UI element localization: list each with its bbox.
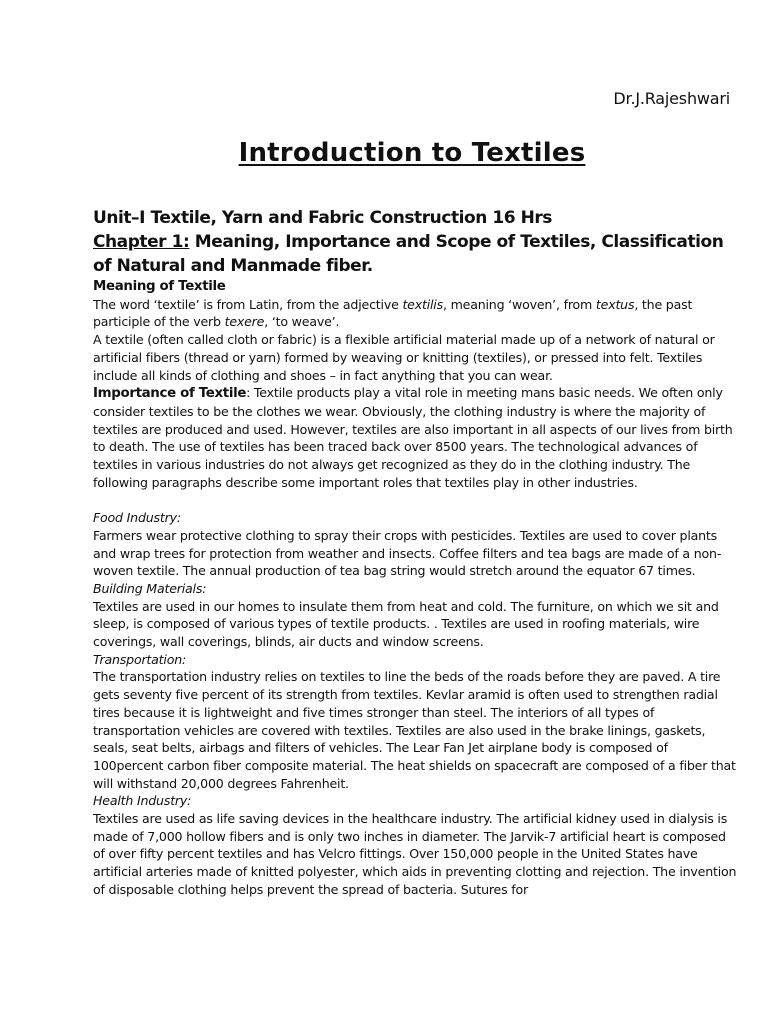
section-text-food: Farmers wear protective clothing to spray their crops with pesticides. Textiles are used to cover plants and wrap trees for protection from weather and insects. Coffee filters and tea bags are made of a non-woven textile. The annual production of tea bag string would stretch around the equator 67 times.	[93, 527, 722, 579]
document-title: Introduction to Textiles	[238, 138, 586, 168]
importance-text: : Textile products play a vital role in meeting mans basic needs. We often only consider textiles to be the clothes we wear. Obviously, the clothing industry is where the majority of textiles are produced and used. However, textiles are also important in all aspects of our lives from birth to death. The use of textiles has been traced back over 8500 years. The technological advances of textiles in various industries do not always get recognized as they do in the clothing industry. The following paragraphs describe some important roles that textiles play in other industries.	[93, 385, 733, 490]
section-heading-building: Building Materials:	[93, 580, 207, 596]
section-text-transportation: The transportation industry relies on textiles to line the beds of the roads before they are paved. A tire gets seventy five percent of its strength from textiles. Kevlar aramid is often used to strengthen radial tires because it is lightweight and five times stronger than steel. The interiors of all types of transportation vehicles are covered with textiles. Textiles are also used in the brake linings, gaskets, seals, seat belts, airbags and filters of vehicles. The Lear Fan Jet airplane body is composed of 100percent carbon fiber composite material. The heat shields on spacecraft are composed of a fiber that will withstand 20,000 degrees Fahrenheit.	[93, 669, 736, 791]
section-heading-food: Food Industry:	[93, 510, 181, 526]
author-name: Dr.J.Rajeshwari	[613, 89, 730, 108]
section-text-building: Textiles are used in our homes to insulate them from heat and cold. The furniture, on which we sit and sleep, is composed of various types of textile products. . Textiles are used in roofing materials, wire coverings, wall coverings, blinds, air ducts and window screens.	[93, 598, 719, 650]
chapter-label: Chapter 1:	[93, 232, 190, 252]
meaning-heading: Meaning of Textile	[93, 279, 226, 294]
importance-heading: Importance of Textile	[93, 386, 247, 402]
document-body	[93, 278, 741, 899]
section-heading-health: Health Industry:	[93, 793, 192, 809]
unit-line: Unit–I Textile, Yarn and Fabric Construction 16 Hrs	[93, 208, 552, 228]
unit-heading	[93, 206, 733, 278]
section-text-health: Textiles are used as life saving devices in the healthcare industry. The artificial kidney used in dialysis is made of 7,000 hollow fibers and is only two inches in diameter. The Jarvik-7 artificial heart is composed of over fifty percent textiles and has Velcro fittings. Over 150,000 people in the United States have artificial arteries made of knitted polyester, which aids in preventing clotting and rejection. The invention of disposable clothing helps prevent the spread of bacteria. Sutures for	[93, 811, 737, 897]
blank-line	[93, 491, 741, 509]
meaning-paragraph-1: The word ‘textile’ is from Latin, from the adjective textilis, meaning ‘woven’, from textus, the past participle of the verb texere, ‘to weave’.	[93, 296, 693, 330]
chapter-heading	[93, 230, 733, 278]
chapter-title: Meaning, Importance and Scope of Textiles, Classification of Natural and Manmade fiber.	[93, 232, 724, 276]
importance-paragraph	[93, 384, 741, 491]
section-heading-transportation: Transportation:	[93, 651, 187, 667]
meaning-paragraph-2: A textile (often called cloth or fabric) is a flexible artificial material made up of a network of natural or artificial fibers (thread or yarn) formed by weaving or knitting (textiles), or pressed into felt. Textiles include all kinds of clothing and shoes – in fact anything that you can wear.	[93, 332, 715, 383]
